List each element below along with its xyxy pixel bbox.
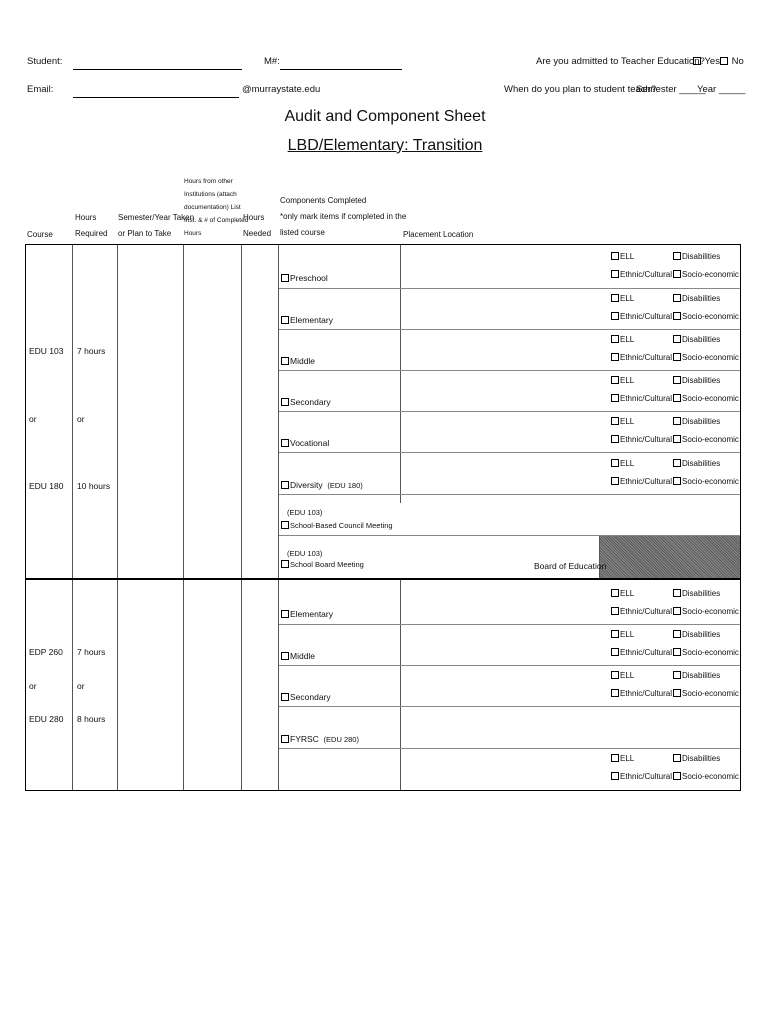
check-disabilities[interactable]: [673, 455, 720, 473]
check-label: Ethnic/Cultural: [620, 477, 673, 486]
hours-8: 8 hours: [77, 714, 106, 724]
checkbox-icon[interactable]: [673, 477, 681, 485]
component-secondary[interactable]: Secondary: [281, 397, 331, 407]
check-ethnic[interactable]: [611, 644, 672, 662]
check-label: Disabilities: [682, 252, 721, 261]
col-hours-needed: Hours Needed: [243, 213, 272, 238]
check-disabilities[interactable]: [673, 331, 720, 349]
admitted-question: Are you admitted to Teacher Education?: [536, 56, 705, 67]
check-label: ELL: [620, 294, 635, 303]
checkbox-icon[interactable]: [611, 294, 619, 302]
checkbox-icon[interactable]: [611, 589, 619, 597]
check-disabilities[interactable]: [673, 750, 720, 768]
hours-or: or: [77, 414, 85, 424]
student-teach-question: When do you plan to student teach?: [504, 84, 657, 95]
component-diversity[interactable]: Diversity (EDU 180): [281, 480, 363, 490]
check-label: Disabilities: [682, 294, 721, 303]
check-ell[interactable]: [611, 585, 634, 603]
check-label: Disabilities: [682, 417, 721, 426]
checkbox-icon[interactable]: [611, 335, 619, 343]
checkbox-icon[interactable]: [673, 417, 681, 425]
check-label: Disabilities: [682, 630, 721, 639]
table-divider: [279, 748, 740, 749]
check-socio[interactable]: [673, 308, 739, 326]
component-elementary[interactable]: Elementary: [281, 315, 333, 325]
check-socio[interactable]: [673, 768, 739, 786]
checkbox-icon[interactable]: [673, 459, 681, 467]
check-ethnic[interactable]: [611, 603, 672, 621]
check-disabilities[interactable]: [673, 413, 720, 431]
table-divider: [400, 580, 401, 790]
check-ethnic[interactable]: [611, 349, 672, 367]
table-divider: [279, 411, 740, 412]
component-council-meeting[interactable]: School-Based Council Meeting: [281, 520, 393, 530]
course-or: or: [29, 681, 37, 691]
table-divider: [279, 494, 740, 495]
table-divider: [278, 580, 279, 790]
check-label: Socio-economic: [682, 435, 739, 444]
check-label: ELL: [620, 417, 635, 426]
component-vocational[interactable]: Vocational: [281, 438, 329, 448]
check-label: Ethnic/Cultural: [620, 689, 673, 698]
checkbox-icon[interactable]: [673, 607, 681, 615]
check-ell[interactable]: [611, 626, 634, 644]
component-elementary[interactable]: Elementary: [281, 609, 333, 619]
table-divider: [279, 624, 740, 625]
check-label: Disabilities: [682, 376, 721, 385]
table-divider: [241, 580, 242, 790]
email-domain: @murraystate.edu: [242, 84, 321, 95]
col-semester: Semester/Year Taken or Plan to Take: [118, 213, 195, 238]
table-divider: [279, 370, 740, 371]
check-label: ELL: [620, 335, 635, 344]
table-divider: [117, 245, 118, 578]
checkbox-icon[interactable]: [611, 435, 619, 443]
col-components: Components Completed *only mark items if completed in the listed course: [280, 196, 407, 237]
checkbox-icon[interactable]: [673, 335, 681, 343]
check-label: Socio-economic: [682, 312, 739, 321]
check-ell[interactable]: [611, 455, 634, 473]
check-label: Ethnic/Cultural: [620, 435, 673, 444]
check-label: Disabilities: [682, 671, 721, 680]
checkbox-icon[interactable]: [281, 398, 289, 406]
student-field[interactable]: [73, 69, 242, 70]
checkbox-icon[interactable]: [611, 689, 619, 697]
check-label: Socio-economic: [682, 353, 739, 362]
course-edu103: EDU 103: [29, 346, 64, 356]
email-field[interactable]: [73, 97, 239, 98]
check-socio[interactable]: [673, 473, 739, 491]
check-ell[interactable]: [611, 248, 634, 266]
component-fyrsc[interactable]: FYRSC (EDU 280): [281, 734, 359, 744]
yes-option[interactable]: Yes: [693, 56, 720, 67]
check-label: ELL: [620, 376, 635, 385]
page-title: Audit and Component Sheet: [284, 108, 486, 125]
checkbox-icon[interactable]: [673, 294, 681, 302]
checkbox-icon[interactable]: [673, 376, 681, 384]
check-ell[interactable]: [611, 290, 634, 308]
table-divider: [279, 329, 740, 330]
check-label: ELL: [620, 459, 635, 468]
check-label: Socio-economic: [682, 648, 739, 657]
checkbox-icon[interactable]: [611, 671, 619, 679]
m-number-label: M#:: [264, 56, 280, 67]
checkbox-icon[interactable]: [673, 353, 681, 361]
table-divider: [279, 288, 740, 289]
component-middle[interactable]: Middle: [281, 356, 315, 366]
check-label: ELL: [620, 754, 635, 763]
checkbox-icon[interactable]: [673, 671, 681, 679]
edu103-note-council: (EDU 103): [287, 508, 323, 517]
checkbox-icon[interactable]: [673, 689, 681, 697]
check-socio[interactable]: [673, 266, 739, 284]
course-edp260: EDP 260: [29, 647, 63, 657]
shaded-cell: [600, 536, 740, 578]
check-label: Socio-economic: [682, 394, 739, 403]
table-divider: [183, 245, 184, 578]
check-ethnic[interactable]: [611, 308, 672, 326]
component-middle[interactable]: Middle: [281, 651, 315, 661]
check-label: Ethnic/Cultural: [620, 607, 673, 616]
check-ell[interactable]: [611, 667, 634, 685]
table-divider: [72, 245, 73, 578]
col-other-institutions: Hours from other Institutions (attach documentation) List Inst. & # of Completed Hours: [184, 178, 249, 237]
check-disabilities[interactable]: [673, 290, 720, 308]
page-subtitle: LBD/Elementary: Transition: [287, 137, 483, 154]
table-divider: [117, 580, 118, 790]
checkbox-icon[interactable]: [281, 274, 289, 282]
no-option[interactable]: No: [720, 56, 744, 67]
checkbox-icon[interactable]: [611, 630, 619, 638]
checkbox-icon[interactable]: [611, 477, 619, 485]
checkbox-icon[interactable]: [673, 772, 681, 780]
checkbox-icon[interactable]: [673, 270, 681, 278]
check-label: Disabilities: [682, 335, 721, 344]
col-course: Course: [27, 230, 53, 239]
check-socio[interactable]: [673, 390, 739, 408]
check-label: Ethnic/Cultural: [620, 648, 673, 657]
m-number-field[interactable]: [280, 69, 402, 70]
yes-checkbox-icon[interactable]: [693, 57, 701, 65]
check-socio[interactable]: [673, 685, 739, 703]
checkbox-icon[interactable]: [611, 353, 619, 361]
edu103-note-board: (EDU 103): [287, 549, 323, 558]
check-label: Socio-economic: [682, 477, 739, 486]
table-divider: [183, 580, 184, 790]
check-socio[interactable]: [673, 349, 739, 367]
checkbox-icon[interactable]: [673, 630, 681, 638]
table-divider: [72, 580, 73, 790]
checkbox-icon[interactable]: [611, 312, 619, 320]
no-checkbox-icon[interactable]: [720, 57, 728, 65]
checkbox-icon[interactable]: [611, 607, 619, 615]
check-label: Socio-economic: [682, 772, 739, 781]
checkbox-icon[interactable]: [281, 439, 289, 447]
check-ell[interactable]: [611, 372, 634, 390]
checkbox-icon[interactable]: [281, 521, 289, 529]
checkbox-icon[interactable]: [611, 252, 619, 260]
checkbox-icon[interactable]: [281, 652, 289, 660]
checkbox-icon[interactable]: [673, 312, 681, 320]
checkbox-icon[interactable]: [673, 589, 681, 597]
col-placement: Placement Location: [403, 230, 474, 239]
table-divider: [400, 245, 401, 503]
year-field[interactable]: Year _____: [697, 84, 746, 95]
table-divider: [241, 245, 242, 578]
checkbox-icon[interactable]: [281, 610, 289, 618]
check-label: Socio-economic: [682, 270, 739, 279]
checkbox-icon[interactable]: [673, 252, 681, 260]
checkbox-icon[interactable]: [611, 270, 619, 278]
table-divider: [279, 452, 740, 453]
check-ethnic[interactable]: [611, 685, 672, 703]
semester-field[interactable]: Semester _____: [636, 84, 706, 95]
check-ethnic[interactable]: [611, 473, 672, 491]
check-label: Socio-economic: [682, 607, 739, 616]
check-label: Disabilities: [682, 754, 721, 763]
check-label: ELL: [620, 252, 635, 261]
checkbox-icon[interactable]: [611, 459, 619, 467]
student-label: Student:: [27, 56, 63, 67]
check-label: Ethnic/Cultural: [620, 394, 673, 403]
course-edu280: EDU 280: [29, 714, 64, 724]
check-disabilities[interactable]: [673, 667, 720, 685]
checkbox-icon[interactable]: [611, 772, 619, 780]
checkbox-icon[interactable]: [281, 481, 289, 489]
checkbox-icon[interactable]: [673, 754, 681, 762]
course-edu180: EDU 180: [29, 481, 64, 491]
checkbox-icon[interactable]: [281, 560, 289, 568]
checkbox-icon[interactable]: [611, 376, 619, 384]
checkbox-icon[interactable]: [281, 357, 289, 365]
component-preschool[interactable]: Preschool: [281, 273, 328, 283]
check-label: ELL: [620, 630, 635, 639]
check-label: Ethnic/Cultural: [620, 772, 673, 781]
check-ell[interactable]: [611, 750, 634, 768]
checkbox-icon[interactable]: [281, 735, 289, 743]
check-disabilities[interactable]: [673, 585, 720, 603]
hours-7: 7 hours: [77, 346, 106, 356]
check-socio[interactable]: [673, 431, 739, 449]
check-disabilities[interactable]: [673, 372, 720, 390]
col-hours-required: Hours Required: [75, 213, 108, 238]
checkbox-icon[interactable]: [673, 394, 681, 402]
check-label: Ethnic/Cultural: [620, 270, 673, 279]
checkbox-icon[interactable]: [281, 693, 289, 701]
check-label: Disabilities: [682, 459, 721, 468]
course-or: or: [29, 414, 37, 424]
checkbox-icon[interactable]: [281, 316, 289, 324]
check-socio[interactable]: [673, 644, 739, 662]
checkbox-icon[interactable]: [611, 394, 619, 402]
checkbox-icon[interactable]: [611, 648, 619, 656]
check-label: ELL: [620, 671, 635, 680]
checkbox-icon[interactable]: [611, 417, 619, 425]
hours-7: 7 hours: [77, 647, 106, 657]
check-ethnic[interactable]: [611, 768, 672, 786]
check-disabilities[interactable]: [673, 626, 720, 644]
check-label: Ethnic/Cultural: [620, 353, 673, 362]
component-secondary[interactable]: Secondary: [281, 692, 331, 702]
table-divider: [279, 706, 740, 707]
email-label: Email:: [27, 84, 54, 95]
check-ethnic[interactable]: [611, 390, 672, 408]
check-ethnic[interactable]: [611, 431, 672, 449]
check-label: Ethnic/Cultural: [620, 312, 673, 321]
checkbox-icon[interactable]: [673, 648, 681, 656]
check-socio[interactable]: [673, 603, 739, 621]
hours-or: or: [77, 681, 85, 691]
component-board-meeting[interactable]: School Board Meeting: [281, 559, 364, 569]
check-label: Disabilities: [682, 589, 721, 598]
board-of-education: Board of Education: [534, 561, 607, 571]
check-ell[interactable]: [611, 413, 634, 431]
table-divider: [279, 665, 740, 666]
checkbox-icon[interactable]: [611, 754, 619, 762]
check-label: ELL: [620, 589, 635, 598]
check-ell[interactable]: [611, 331, 634, 349]
hours-10: 10 hours: [77, 481, 111, 491]
check-ethnic[interactable]: [611, 266, 672, 284]
check-label: Socio-economic: [682, 689, 739, 698]
checkbox-icon[interactable]: [673, 435, 681, 443]
check-disabilities[interactable]: [673, 248, 720, 266]
